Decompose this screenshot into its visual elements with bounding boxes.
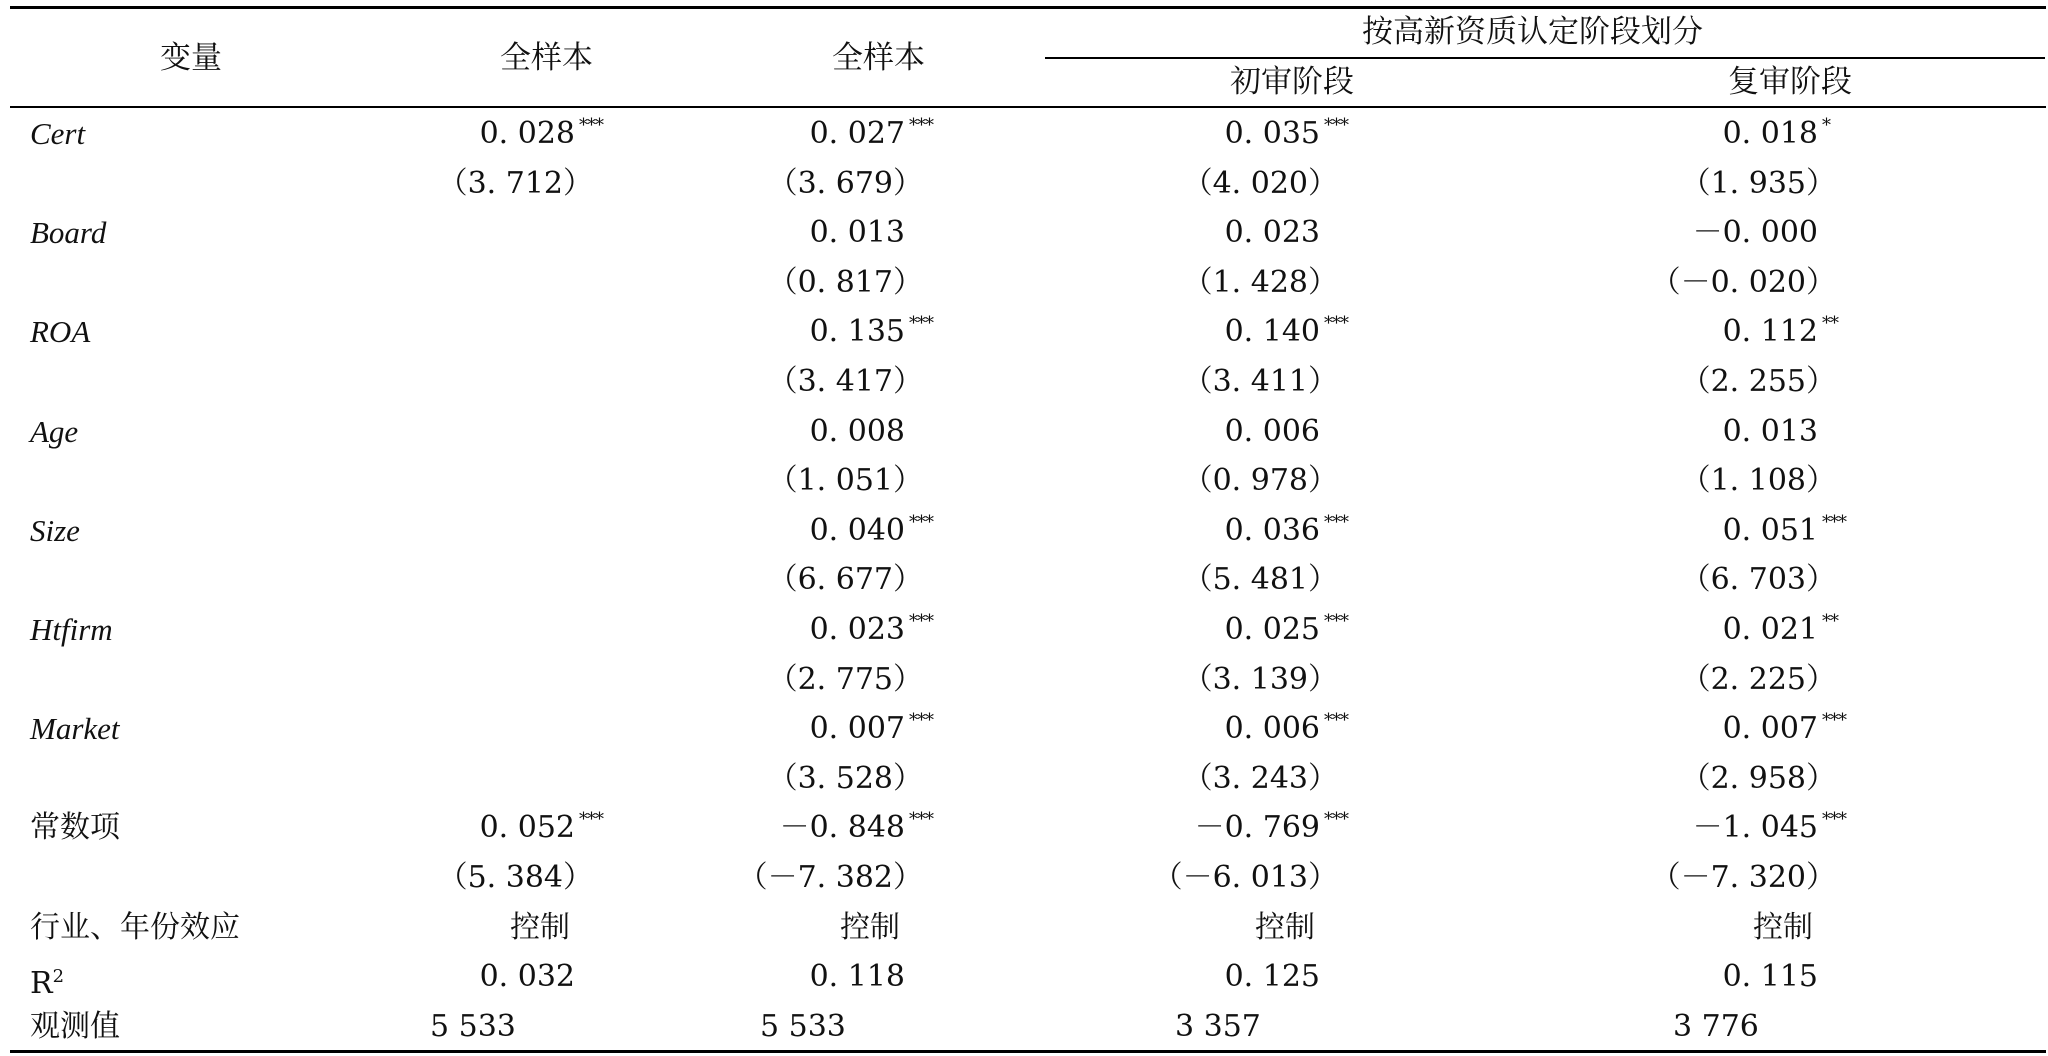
table-cell-col2 [768,761,923,797]
cell-value: －0. 000 [1692,215,1818,251]
cell-value: 0. 008 [809,413,905,449]
cell-value: （3. 712） [437,165,593,201]
table-cell-col4 [1681,662,1836,698]
table-cell-col4 [1723,116,1830,156]
cell-value: （2. 775） [767,661,923,697]
significance-stars: *** [1822,710,1846,732]
table-cell-col4 [1681,463,1836,499]
significance-stars: *** [909,611,933,632]
significance-stars: *** [1324,115,1348,136]
cell-value: （1. 428） [1182,264,1338,300]
row-label [30,959,64,1002]
cell-value: 0. 040 [809,512,905,548]
cell-value: 0. 035 [1224,116,1320,151]
significance-stars: *** [1324,809,1348,831]
significance-stars: *** [909,115,933,136]
significance-stars: *** [579,809,603,831]
cell-value: 0. 032 [479,959,575,995]
table-cell-col2 [810,414,905,450]
header-col2: 全样本 [832,40,925,76]
table-cell-col3 [1183,463,1338,499]
table-cell-col4 [1673,1009,1759,1045]
row-label [30,116,85,152]
significance-stars: *** [1822,809,1846,831]
table-cell-col3 [1175,1009,1261,1045]
row-label [30,910,240,946]
row-label-text: ROA [30,314,91,350]
table-cell-col4 [1693,215,1818,251]
table-cell-col2 [780,810,933,850]
cell-value: （3. 417） [767,364,923,399]
table-cell-col4 [1651,265,1836,301]
table-cell-col3 [1225,314,1348,354]
row-label-text: Market [30,711,120,747]
cell-value: （6. 703） [1680,562,1836,598]
table-cell-col2 [768,166,923,202]
cell-value: 控制 [510,909,570,945]
table-cell-col2 [810,314,933,354]
cell-value: （－0. 020） [1650,264,1836,300]
table-cell-col2 [810,513,933,553]
cell-value: 0. 023 [809,612,905,647]
cell-value: －0. 848 [779,810,905,846]
table-cell-col4 [1723,612,1838,652]
cell-value: （0. 978） [1182,463,1338,499]
table-cell-col3 [1225,116,1348,156]
table-cell-col3 [1183,265,1338,301]
cell-value: 0. 018 [1722,116,1818,151]
header-rule [10,106,2046,108]
cell-value: 0. 027 [809,116,905,151]
table-cell-col1 [438,166,593,202]
cell-value: （6. 677） [767,562,923,598]
row-label [30,314,90,350]
cell-value: 0. 036 [1224,512,1320,548]
significance-stars: ** [1822,313,1838,335]
table-cell-col3 [1225,959,1320,995]
table-cell-col2 [810,711,933,751]
cell-value: （3. 411） [1182,364,1338,399]
row-label-text: Htfirm [30,612,113,647]
cell-value: 控制 [840,909,900,945]
row-label-text: 常数项 [30,810,120,846]
table-cell-col1 [438,860,593,896]
cell-value: （1. 051） [767,463,923,499]
cell-value: （1. 935） [1680,165,1836,201]
top-rule [10,6,2046,9]
cell-value: 0. 135 [809,314,905,350]
cell-value: 0. 112 [1722,314,1818,350]
cell-value: 0. 007 [809,711,905,747]
table-cell-col4 [1753,910,1813,946]
cell-value: 0. 125 [1224,959,1320,995]
significance-stars: *** [909,809,933,831]
row-label [30,1009,120,1045]
bottom-rule [10,1050,2046,1053]
cell-value: －1. 045 [1692,810,1818,846]
cell-value: （2. 958） [1680,760,1836,796]
cell-value: 0. 007 [1722,711,1818,747]
table-cell-col4 [1681,761,1836,797]
cell-value: （－7. 382） [737,860,923,895]
significance-stars: *** [579,115,603,136]
cell-value: 0. 052 [479,810,575,846]
row-label [30,810,120,846]
significance-stars: *** [909,710,933,732]
table-cell-col2 [768,364,923,400]
cell-value: 0. 013 [1722,413,1818,449]
table-cell-col2 [810,116,933,156]
significance-stars: *** [1324,511,1348,533]
table-cell-col2 [810,612,933,652]
table-cell-col3 [1225,414,1320,450]
significance-stars: *** [1324,710,1348,732]
significance-stars: ** [1822,611,1838,632]
cell-value: 0. 118 [809,959,905,995]
table-cell-col2 [840,910,900,946]
significance-stars: * [1822,115,1830,136]
table-cell-col3 [1255,910,1315,946]
cell-value: 0. 025 [1224,612,1320,647]
table-cell-col1 [480,116,603,156]
table-cell-col3 [1183,761,1338,797]
significance-stars: *** [909,511,933,533]
cell-value: （－7. 320） [1650,860,1836,895]
table-cell-col3 [1153,860,1338,896]
cell-value: （3. 243） [1182,760,1338,796]
cell-value: 5 533 [760,1008,846,1044]
table-cell-col2 [768,265,923,301]
row-label [30,612,113,648]
cell-value: 0. 051 [1722,512,1818,548]
table-cell-col1 [430,1009,516,1045]
table-cell-col4 [1693,810,1846,850]
table-cell-col3 [1183,364,1338,400]
cell-value: －0. 769 [1194,810,1320,846]
row-label-text: R [30,966,53,1002]
table-cell-col1 [480,810,603,850]
row-label-text: 观测值 [30,1008,120,1044]
table-cell-col1 [480,959,575,995]
cell-value: （1. 108） [1680,463,1836,499]
cell-value: 3 357 [1175,1008,1261,1044]
row-label-text: Age [30,413,79,449]
cell-value: 控制 [1753,909,1813,945]
table-cell-col3 [1225,711,1348,751]
table-cell-col2 [768,463,923,499]
table-cell-col4 [1723,513,1846,553]
significance-stars: *** [909,313,933,335]
table-cell-col4 [1681,562,1836,598]
cell-value: （5. 481） [1182,562,1338,598]
cell-value: 0. 023 [1224,215,1320,251]
cell-value: （4. 020） [1182,165,1338,201]
cell-value: 控制 [1255,909,1315,945]
significance-stars: *** [1324,313,1348,335]
cell-value: 5 533 [430,1008,516,1044]
table-cell-col2 [768,662,923,698]
cell-value: 0. 115 [1722,959,1818,995]
row-label-text: Cert [30,116,86,151]
cell-value: （5. 384） [437,860,593,895]
table-cell-col4 [1681,364,1836,400]
table-cell-col2 [810,215,905,251]
cell-value: （－6. 013） [1152,860,1338,895]
table-cell-col3 [1225,513,1348,553]
cell-value: （3. 679） [767,165,923,201]
significance-stars: *** [1822,511,1846,533]
row-label-sup: 2 [52,966,65,988]
table-cell-col3 [1183,166,1338,202]
table-cell-col1 [510,910,570,946]
table-cell-col2 [738,860,923,896]
row-label-text: 行业、年份效应 [30,909,240,945]
cell-value: 0. 021 [1722,612,1818,647]
row-label [30,513,80,549]
cell-value: （0. 817） [767,264,923,300]
row-label-text: Size [30,512,80,548]
table-cell-col2 [810,959,905,995]
cell-value: 0. 006 [1224,711,1320,747]
group-rule [1045,57,2045,59]
table-cell-col4 [1723,414,1818,450]
cell-value: （3. 528） [767,760,923,796]
cell-value: 0. 006 [1224,413,1320,449]
header-col1: 全样本 [500,40,593,76]
table-cell-col3 [1225,215,1320,251]
significance-stars: *** [1324,611,1348,632]
cell-value: 0. 140 [1224,314,1320,350]
row-label-text: Board [30,215,107,251]
row-label [30,414,78,450]
cell-value: 3 776 [1673,1008,1759,1044]
table-cell-col4 [1723,959,1818,995]
table-cell-col3 [1225,612,1348,652]
table-cell-col3 [1195,810,1348,850]
cell-value: （2. 225） [1680,661,1836,697]
table-cell-col2 [768,562,923,598]
table-cell-col4 [1723,314,1838,354]
header-group: 按高新资质认定阶段划分 [1362,14,1703,50]
table-cell-col4 [1681,166,1836,202]
table-cell-col2 [760,1009,846,1045]
table-cell-col3 [1183,562,1338,598]
cell-value: （3. 139） [1182,661,1338,697]
table-cell-col4 [1723,711,1846,751]
cell-value: 0. 028 [479,116,575,151]
cell-value: 0. 013 [809,215,905,251]
header-col3: 初审阶段 [1230,64,1354,100]
cell-value: （2. 255） [1680,364,1836,399]
row-label [30,215,106,251]
table-cell-col3 [1183,662,1338,698]
header-var: 变量 [160,40,222,76]
row-label [30,711,120,747]
header-col4: 复审阶段 [1728,64,1852,100]
table-cell-col4 [1651,860,1836,896]
